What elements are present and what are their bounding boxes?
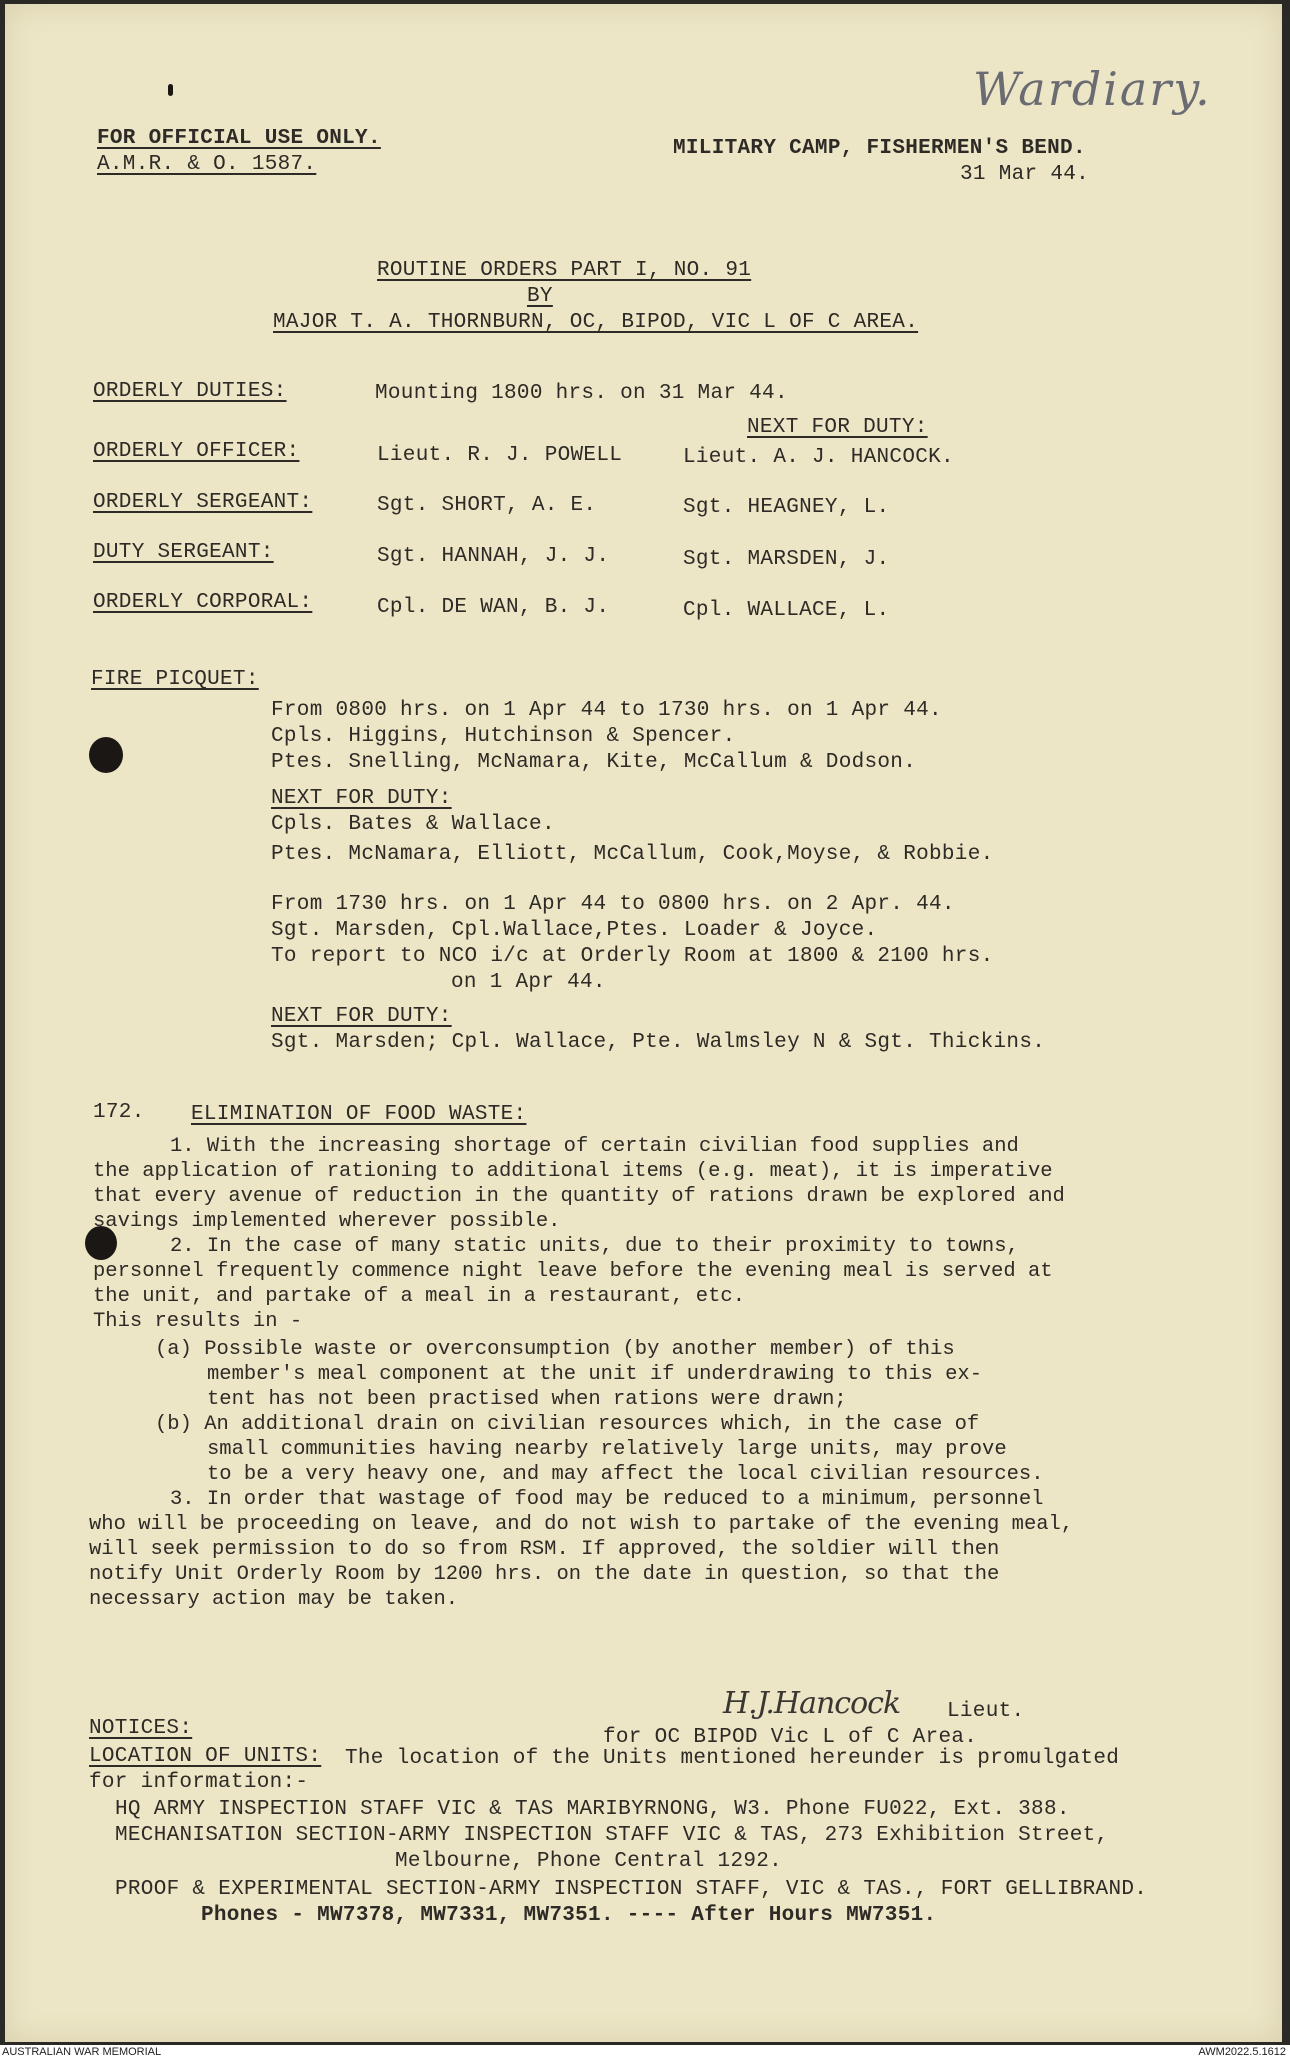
section-line: will seek permission to do so from RSM. If approved, the soldier will then bbox=[89, 1538, 1000, 1561]
orders-by: BY bbox=[527, 285, 553, 308]
location-of-units-label: LOCATION OF UNITS: bbox=[89, 1745, 322, 1768]
footer-strip bbox=[0, 2045, 1290, 2061]
section-line: the application of rationing to additional items (e.g. meat), it is imperative bbox=[93, 1160, 1053, 1183]
section-line: This results in - bbox=[93, 1310, 303, 1333]
handwritten-annotation: Wardiary. bbox=[973, 62, 1212, 116]
unit-location-line: MECHANISATION SECTION-ARMY INSPECTION STAFF VIC & TAS, 273 Exhibition Street, bbox=[115, 1824, 1109, 1847]
fire-picquet-next-label: NEXT FOR DUTY: bbox=[271, 787, 452, 810]
duty-row-next: Sgt. MARSDEN, J. bbox=[683, 548, 890, 571]
duty-row-current: Sgt. HANNAH, J. J. bbox=[377, 545, 610, 568]
orderly-duties-label: ORDERLY DUTIES: bbox=[93, 380, 287, 403]
reference-number: A.M.R. & O. 1587. bbox=[97, 153, 317, 176]
duty-row-label: ORDERLY CORPORAL: bbox=[93, 591, 313, 614]
duty-row-current: Cpl. DE WAN, B. J. bbox=[377, 596, 610, 619]
fire-picquet-line: Cpls. Higgins, Hutchinson & Spencer. bbox=[271, 725, 736, 748]
section-line: who will be proceeding on leave, and do not wish to partake of the evening meal, bbox=[89, 1513, 1074, 1536]
location-header: MILITARY CAMP, FISHERMEN'S BEND. bbox=[673, 137, 1086, 160]
section-number: 172. bbox=[93, 1101, 145, 1124]
fire-picquet-next-line: Cpls. Bates & Wallace. bbox=[271, 813, 555, 836]
classification-label: FOR OFFICIAL USE ONLY. bbox=[97, 127, 381, 150]
footer-credit: AUSTRALIAN WAR MEMORIAL bbox=[2, 2046, 162, 2058]
section-line: notify Unit Orderly Room by 1200 hrs. on the date in question, so that the bbox=[89, 1563, 1000, 1586]
section-line: tent has not been practised when rations were drawn; bbox=[207, 1388, 847, 1411]
section-line: savings implemented wherever possible. bbox=[93, 1210, 561, 1233]
signature: H.J.Hancock bbox=[723, 1686, 901, 1721]
section-heading: ELIMINATION OF FOOD WASTE: bbox=[191, 1103, 527, 1126]
document-page bbox=[5, 4, 1282, 2042]
date-header: 31 Mar 44. bbox=[960, 163, 1090, 186]
ink-mark-top bbox=[168, 84, 173, 96]
duty-row-current: Lieut. R. J. POWELL bbox=[377, 444, 623, 467]
orders-title: ROUTINE ORDERS PART I, NO. 91 bbox=[377, 259, 752, 282]
fire-picquet-line: To report to NCO i/c at Orderly Room at 1800 & 2100 hrs. bbox=[271, 945, 994, 968]
location-intro: The location of the Units mentioned hereunder is promulgated bbox=[345, 1747, 1120, 1770]
section-line: (a) Possible waste or overconsumption (by another member) of this bbox=[155, 1338, 955, 1361]
location-intro-cont: for information:- bbox=[89, 1771, 309, 1794]
section-line: (b) An additional drain on civilian resources which, in the case of bbox=[155, 1413, 980, 1436]
duty-row-next: Cpl. WALLACE, L. bbox=[683, 599, 890, 622]
fire-picquet-line: Ptes. Snelling, McNamara, Kite, McCallum & Dodson. bbox=[271, 751, 917, 774]
section-line: small communities having nearby relatively large units, may prove bbox=[207, 1438, 1007, 1461]
fire-picquet-line: on 1 Apr 44. bbox=[451, 971, 606, 994]
footer-accession-number: AWM2022.5.1612 bbox=[1198, 2046, 1286, 2058]
orders-issuer: MAJOR T. A. THORNBURN, OC, BIPOD, VIC L OF C AREA. bbox=[273, 311, 919, 334]
fire-picquet-label: FIRE PICQUET: bbox=[91, 668, 259, 691]
duty-row-current: Sgt. SHORT, A. E. bbox=[377, 494, 597, 517]
section-line: 3. In order that wastage of food may be reduced to a minimum, personnel bbox=[170, 1488, 1044, 1511]
section-line: 2. In the case of many static units, due to their proximity to towns, bbox=[170, 1235, 1019, 1258]
section-line: personnel frequently commence night leave before the evening meal is served at bbox=[93, 1260, 1053, 1283]
duty-row-label: DUTY SERGEANT: bbox=[93, 541, 274, 564]
fire-picquet-next-line: Ptes. McNamara, Elliott, McCallum, Cook,Moyse, & Robbie. bbox=[271, 843, 994, 866]
section-line: 1. With the increasing shortage of certain civilian food supplies and bbox=[170, 1135, 1019, 1158]
section-line: that every avenue of reduction in the quantity of rations drawn be explored and bbox=[93, 1185, 1065, 1208]
fire-picquet-next-line: Sgt. Marsden; Cpl. Wallace, Pte. Walmsley N & Sgt. Thickins. bbox=[271, 1031, 1046, 1054]
next-for-duty-header: NEXT FOR DUTY: bbox=[747, 416, 928, 439]
orderly-duties-value: Mounting 1800 hrs. on 31 Mar 44. bbox=[375, 382, 788, 405]
fire-picquet-line: Sgt. Marsden, Cpl.Wallace,Ptes. Loader & Joyce. bbox=[271, 919, 878, 942]
section-line: necessary action may be taken. bbox=[89, 1588, 459, 1611]
section-line: to be a very heavy one, and may affect the local civilian resources. bbox=[207, 1463, 1044, 1486]
unit-location-line: HQ ARMY INSPECTION STAFF VIC & TAS MARIBYRNONG, W3. Phone FU022, Ext. 388. bbox=[115, 1798, 1070, 1821]
section-line: the unit, and partake of a meal in a restaurant, etc. bbox=[93, 1285, 746, 1308]
duty-row-label: ORDERLY SERGEANT: bbox=[93, 491, 313, 514]
fire-picquet-next-label: NEXT FOR DUTY: bbox=[271, 1005, 452, 1028]
unit-location-line: Melbourne, Phone Central 1292. bbox=[395, 1850, 783, 1873]
fire-picquet-line: From 1730 hrs. on 1 Apr 44 to 0800 hrs. on 2 Apr. 44. bbox=[271, 893, 955, 916]
unit-location-line: Phones - MW7378, MW7331, MW7351. ---- After Hours MW7351. bbox=[201, 1904, 937, 1927]
duty-row-next: Lieut. A. J. HANCOCK. bbox=[683, 446, 954, 469]
signatory-rank: Lieut. bbox=[947, 1700, 1025, 1723]
duty-row-label: ORDERLY OFFICER: bbox=[93, 440, 300, 463]
unit-location-line: PROOF & EXPERIMENTAL SECTION-ARMY INSPECTION STAFF, VIC & TAS., FORT GELLIBRAND. bbox=[115, 1878, 1148, 1901]
punch-hole-upper bbox=[89, 737, 123, 773]
signatory-for-line: for OC BIPOD Vic L of C Area. bbox=[603, 1726, 978, 1749]
section-line: member's meal component at the unit if underdrawing to this ex- bbox=[207, 1363, 983, 1386]
duty-row-next: Sgt. HEAGNEY, L. bbox=[683, 496, 890, 519]
notices-label: NOTICES: bbox=[89, 1717, 193, 1740]
fire-picquet-line: From 0800 hrs. on 1 Apr 44 to 1730 hrs. on 1 Apr 44. bbox=[271, 699, 942, 722]
